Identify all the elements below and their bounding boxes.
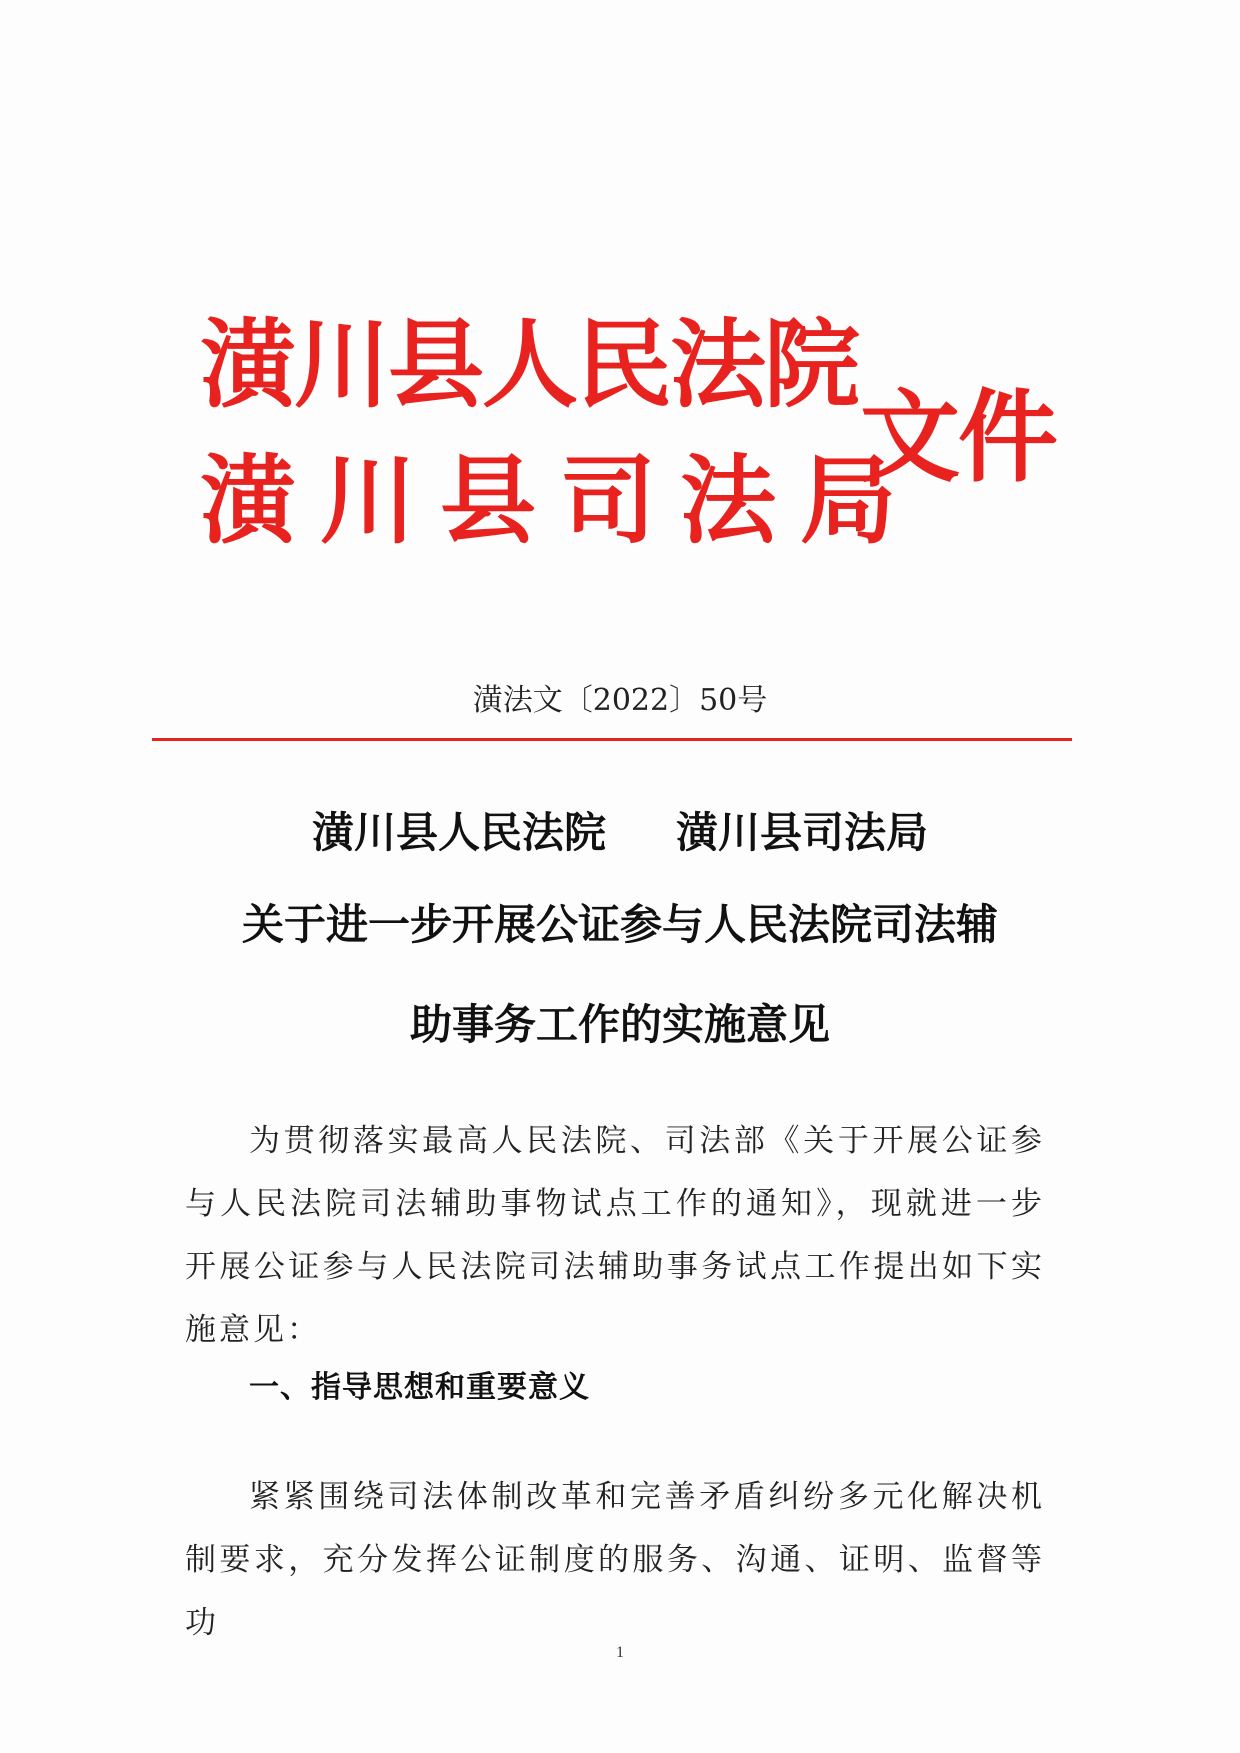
- masthead-org-court: 潢川县人民法院: [200, 308, 858, 421]
- page-number: 1: [616, 1644, 624, 1661]
- title-org-court: 潢川县人民法院: [311, 808, 606, 857]
- section-heading-1: 一、指导思想和重要意义: [249, 1370, 590, 1405]
- title-line-1: [0, 808, 1240, 857]
- title-line-3: 助事务工作的实施意见: [409, 1000, 830, 1049]
- section-1-paragraph: 紧紧围绕司法体制改革和完善矛盾纠纷多元化解决机制要求，充分发挥公证制度的服务、沟通、证明、监督等功: [185, 1479, 1045, 1641]
- document-number: 潢法文〔2022〕50号: [472, 683, 768, 718]
- title-org-justice-bureau: 潢川县司法局: [676, 808, 929, 857]
- masthead-suffix: 文件: [860, 378, 1056, 496]
- title-line-2: 关于进一步开展公证参与人民法院司法辅: [241, 900, 998, 949]
- intro-paragraph: 为贯彻落实最高人民法院、司法部《关于开展公证参与人民法院司法辅助事物试点工作的通知》，现就进一步开展公证参与人民法院司法辅助事务试点工作提出如下实施意见：: [185, 1123, 1045, 1348]
- red-divider: [152, 738, 1072, 741]
- red-masthead: [200, 305, 1100, 565]
- masthead-org-justice-bureau: 潢川县司法局: [200, 444, 920, 557]
